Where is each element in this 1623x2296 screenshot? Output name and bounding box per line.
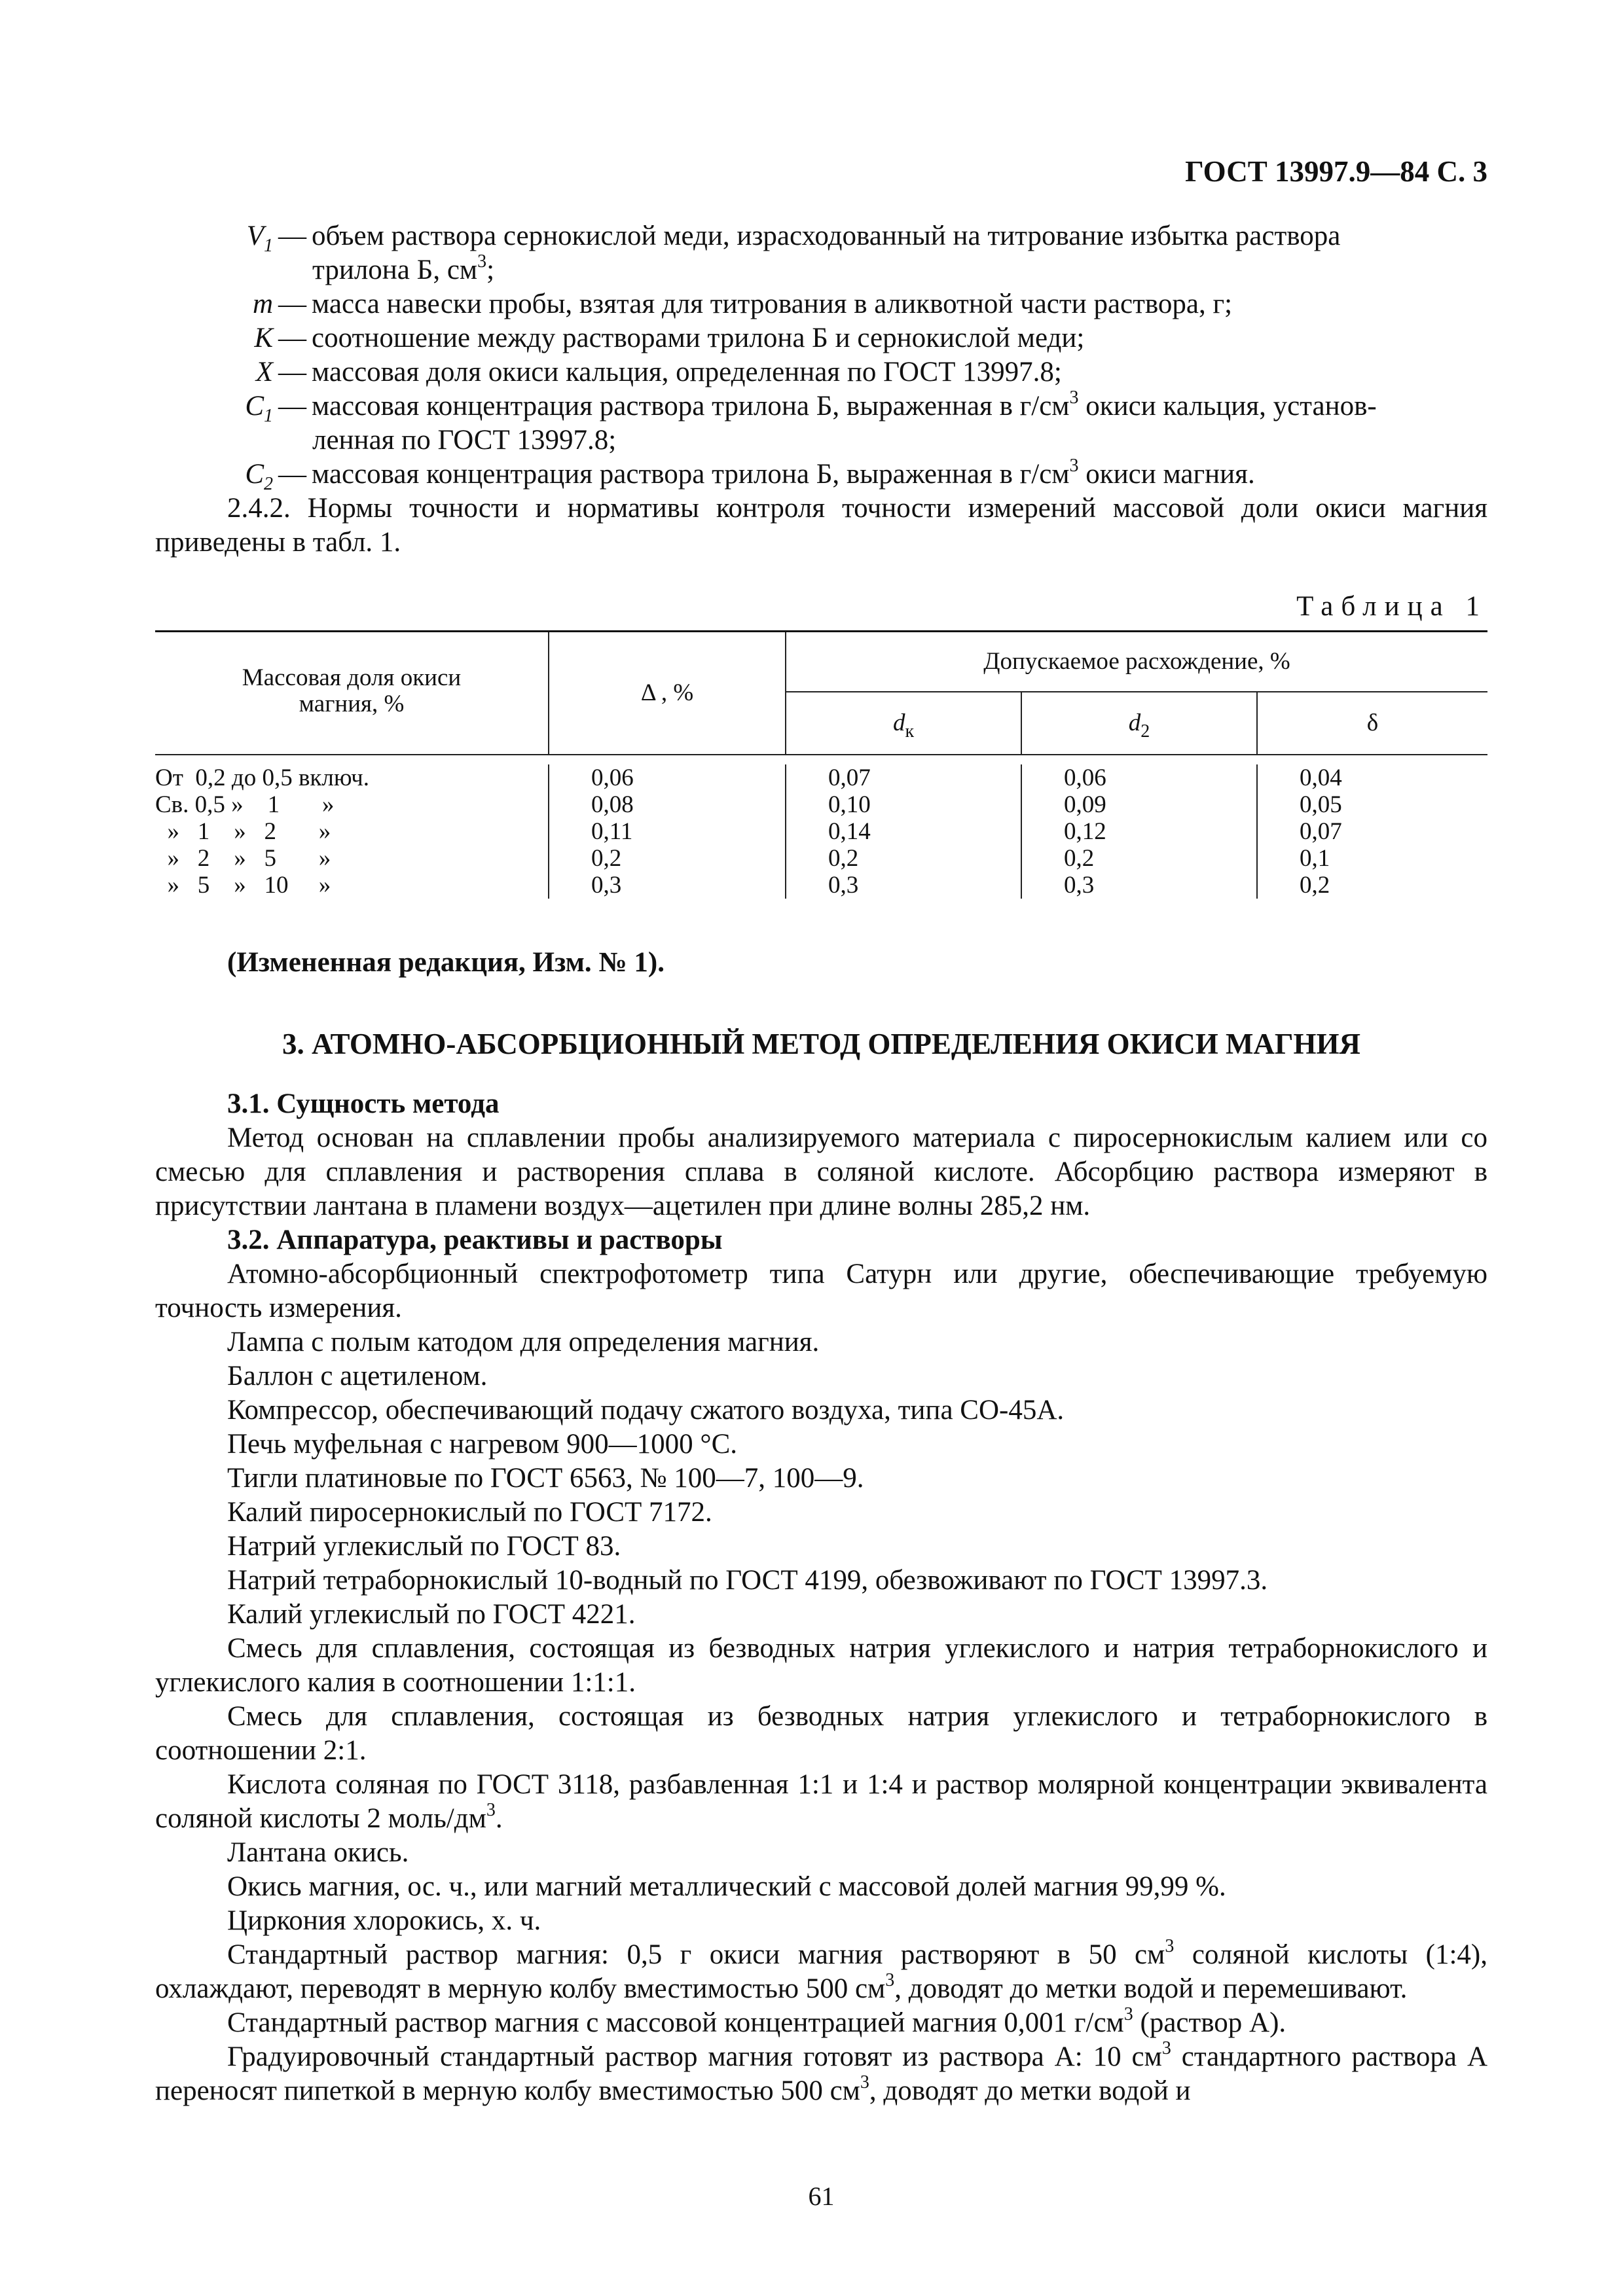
definition-k: K — соотношение между растворами трилона Б и сернокислой меди; — [155, 321, 1487, 355]
definition-c2: $C_2$ — массовая концентрация раствора трилона Б, выраженная в $г/см^3$ окиси магния. — [155, 457, 1487, 492]
definition-text: объем раствора сернокислой меди, израсходованный на титрование избытка раствора — [312, 221, 1341, 251]
symbol: C — [245, 459, 264, 490]
table-row: Св. 0,5 » 1 » 0,08 0,10 0,09 0,05 — [155, 791, 1487, 818]
header-dk: $d_к$ — [786, 692, 1021, 755]
table-1 — [155, 630, 1487, 899]
table-row: » 5 » 10 » 0,3 0,3 0,3 0,2 — [155, 872, 1487, 899]
header-small-delta: δ — [1257, 692, 1487, 755]
list-item: Атомно-абсорбционный спектрофотометр типа Сатурн или другие, обеспечивающие требуемую точность измерения. — [155, 1258, 1487, 1323]
symbol: m — [252, 289, 273, 319]
definition-x: X — массовая доля окиси кальция, определенная по ГОСТ 13997.8; — [155, 355, 1487, 389]
list-item: Натрий углекислый по ГОСТ 83. — [227, 1530, 621, 1562]
symbol-subscript: 2 — [264, 474, 273, 494]
list-item: Тигли платиновые по ГОСТ 6563, № 100—7, 100—9. — [227, 1462, 864, 1494]
list-item: Окись магния, ос. ч., или магний металлический с массовой долей магния 99,99 %. — [227, 1871, 1226, 1902]
symbol: K — [254, 323, 273, 353]
definition-m: m — масса навески пробы, взятая для титрования в аликвотной части раствора, г; — [155, 287, 1487, 321]
table-caption: Таблица 1 — [1296, 591, 1487, 622]
header-delta: Δ , % — [549, 632, 786, 755]
definition-v1: $V_1$ — объем раствора сернокислой меди, израсходованный на титрование избытка раствора — [155, 219, 1487, 253]
definition-text: массовая доля окиси кальция, определенная по ГОСТ 13997.8; — [312, 357, 1062, 387]
symbol: C — [245, 391, 264, 422]
page-header: ГОСТ 13997.9—84 С. 3 — [1185, 155, 1487, 188]
standard-solution-paragraph: Стандартный раствор магния: 0,5 г окиси магния растворяют в 50 $см^3$ соляной кислоты (1:4), охлаждают, переводят в мерную колбу вместимостью 500 $см^3$, доводят до метки водой и перемешивают. — [155, 1935, 1487, 2004]
definition-text: соотношение между растворами трилона Б и сернокислой меди; — [312, 323, 1085, 353]
definition-continuation: ленная по ГОСТ 13997.8; — [312, 425, 617, 456]
symbol-subscript: 1 — [264, 236, 273, 256]
list-item: Баллон с ацетиленом. — [227, 1360, 488, 1391]
list-item: Калий пиросернокислый по ГОСТ 7172. — [227, 1496, 712, 1528]
list-item: Лантана окись. — [227, 1837, 409, 1868]
header-allowed-deviation: Допускаемое расхождение, % — [786, 632, 1487, 692]
definitions-list — [155, 219, 1487, 492]
table-row: » 1 » 2 » 0,11 0,14 0,12 0,07 — [155, 818, 1487, 845]
document-body — [155, 219, 1487, 2108]
header-d2: $d_2$ — [1021, 692, 1257, 755]
definition-c1: $C_1$ — массовая концентрация раствора трилона Б, выраженная в $г/см^3$ окиси кальция, установ- — [155, 389, 1487, 423]
page-number: 61 — [808, 2181, 835, 2211]
table-row: От 0,2 до 0,5 включ. 0,06 0,07 0,06 0,04 — [155, 764, 1487, 791]
symbol: V — [246, 221, 264, 251]
standard-solution-a-paragraph: Стандартный раствор магния с массовой концентрацией магния 0,001 $г/см^3$ (раствор А). — [227, 2003, 1286, 2038]
symbol-subscript: 1 — [264, 406, 273, 426]
list-item: Смесь для сплавления, состоящая из безводных натрия углекислого и натрия тетраборнокислого и углекислого калия в соотношении 1:1:1. — [155, 1632, 1487, 1698]
list-item: Лампа с полым катодом для определения магния. — [227, 1326, 820, 1357]
definition-text: массовая концентрация раствора трилона Б, выраженная в $г/см^3$ окиси кальция, установ- — [312, 387, 1377, 422]
list-item: Смесь для сплавления, состоящая из безводных натрия углекислого и тетраборнокислого в соотношении 2:1. — [155, 1700, 1487, 1766]
table-row: » 2 » 5 » 0,2 0,2 0,2 0,1 — [155, 845, 1487, 872]
definition-text: массовая концентрация раствора трилона Б, выраженная в $г/см^3$ окиси магния. — [312, 456, 1255, 490]
section-3-title: 3. АТОМНО-АБСОРБЦИОННЫЙ МЕТОД ОПРЕДЕЛЕНИЯ ОКИСИ МАГНИЯ — [282, 1027, 1361, 1060]
definition-continuation: трилона Б, $см^3$; — [312, 251, 495, 285]
amendment-note: (Измененная редакция, Изм. № 1). — [227, 946, 665, 978]
section-3-2-title: 3.2. Аппаратура, реактивы и растворы — [227, 1224, 723, 1255]
list-item: Калий углекислый по ГОСТ 4221. — [227, 1598, 636, 1630]
definition-text: масса навески пробы, взятая для титрования в аликвотной части раствора, г; — [312, 289, 1233, 319]
header-mass-fraction: Массовая доля окиси магния, % — [155, 632, 549, 755]
paragraph-2-4-2: 2.4.2. Нормы точности и нормативы контроля точности измерений массовой доли окиси магния приведены в табл. 1. — [155, 493, 1487, 558]
list-item: Компрессор, обеспечивающий подачу сжатого воздуха, типа СО-45А. — [227, 1394, 1065, 1426]
list-item: Циркония хлорокись, х. ч. — [227, 1905, 541, 1936]
section-3-1-title: 3.1. Сущность метода — [227, 1088, 500, 1119]
list-item-acid: Кислота соляная по ГОСТ 3118, разбавленная 1:1 и 1:4 и раствор молярной концентрации эквивалента соляной кислоты 2 моль/$дм^3$. — [155, 1768, 1487, 1834]
symbol: X — [255, 357, 273, 387]
list-item: Печь муфельная с нагревом 900—1000 °С. — [227, 1428, 738, 1460]
calibration-solution-paragraph: Градуировочный стандартный раствор магния готовят из раствора А: 10 $см^3$ стандартного раствора А переносят пипеткой в мерную колбу вместимостью 500 $см^3$, доводят до метки водой и — [155, 2037, 1487, 2106]
section-3-1-text: Метод основан на сплавлении пробы анализируемого материала с пиросернокислым калием или со смесью для сплавления и растворения сплава в соляной кислоте. Абсорбцию раствора измеряют в присутствии лантана в пламени воздух—ацетилен при длине волны 285,2 нм. — [155, 1122, 1487, 1221]
list-item: Натрий тетраборнокислый 10-водный по ГОСТ 4199, обезвоживают по ГОСТ 13997.3. — [227, 1564, 1268, 1596]
